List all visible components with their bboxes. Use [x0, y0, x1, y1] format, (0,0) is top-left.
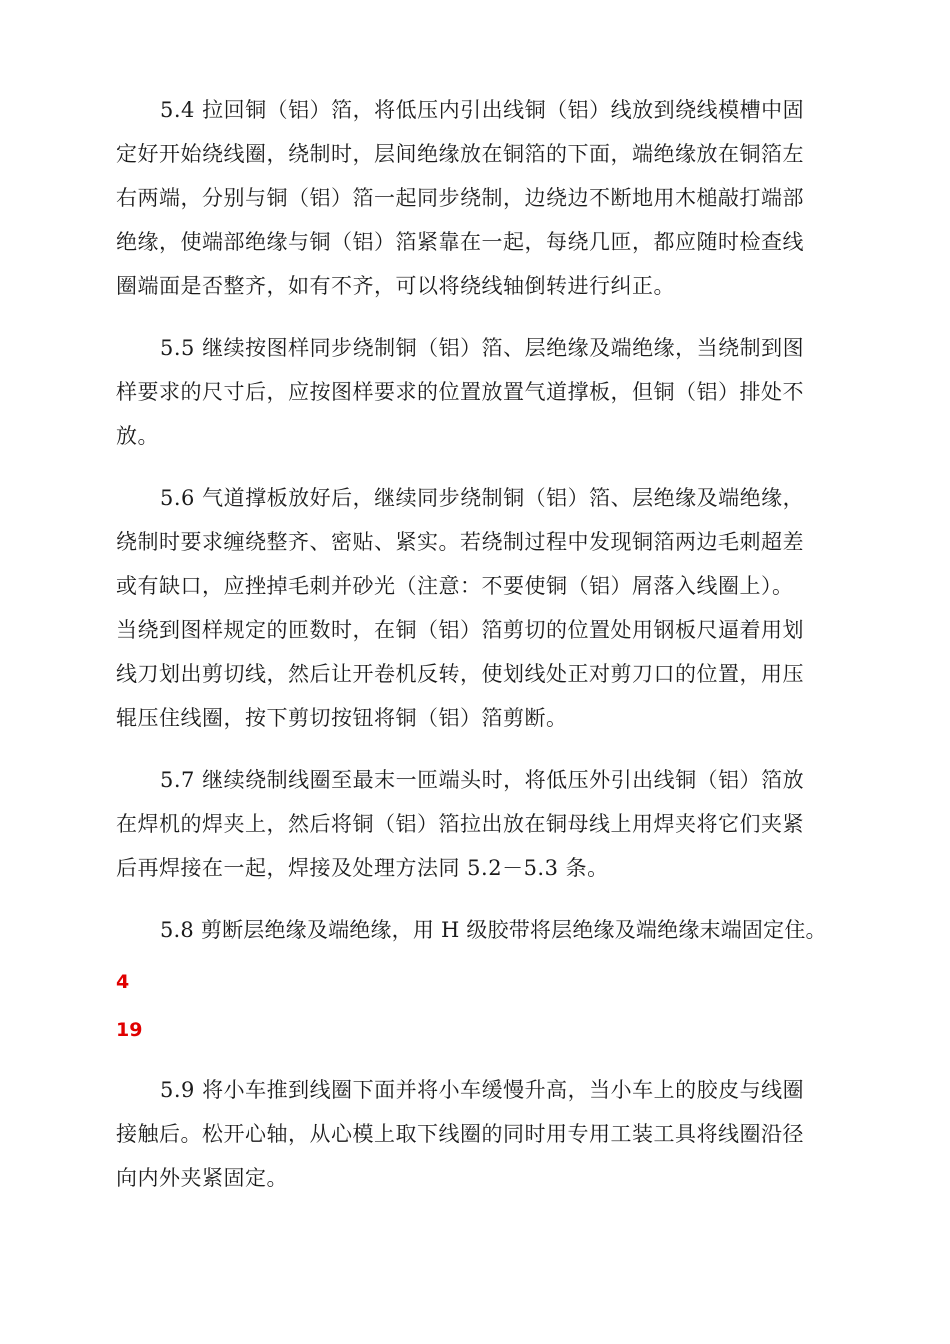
text-line: 定好开始绕线圈，绕制时，层间绝缘放在铜箔的下面，端绝缘放在铜箔左 — [116, 142, 804, 166]
text-line: 5.6 气道撑板放好后，继续同步绕制铜（铝）箔、层绝缘及端绝缘， — [160, 486, 805, 510]
text-line: 绝缘，使端部绝缘与铜（铝）箔紧靠在一起，每绕几匝，都应随时检查线 — [116, 230, 804, 254]
paragraph-5-4 — [116, 88, 850, 308]
page-marker-19: 19 — [116, 1019, 143, 1041]
text-line: 在焊机的焊夹上，然后将铜（铝）箔拉出放在铜母线上用焊夹将它们夹紧 — [116, 812, 804, 836]
text-line: 当绕到图样规定的匝数时，在铜（铝）箔剪切的位置处用钢板尺逼着用划 — [116, 618, 804, 642]
text-line: 圈端面是否整齐，如有不齐，可以将绕线轴倒转进行纠正。 — [116, 274, 675, 298]
text-line: 右两端，分别与铜（铝）箔一起同步绕制，边绕边不断地用木槌敲打端部 — [116, 186, 804, 210]
paragraph-5-6 — [116, 476, 850, 740]
paragraph-5-8 — [116, 908, 850, 952]
text-line: 5.7 继续绕制线圈至最末一匝端头时，将低压外引出线铜（铝）箔放 — [160, 768, 805, 792]
page-marker-4: 4 — [116, 971, 130, 993]
text-line: 接触后。松开心轴，从心模上取下线圈的同时用专用工装工具将线圈沿径 — [116, 1122, 804, 1146]
text-line: 放。 — [116, 424, 159, 448]
paragraph-5-5 — [116, 326, 850, 458]
text-line: 5.9 将小车推到线圈下面并将小车缓慢升高，当小车上的胶皮与线圈 — [160, 1078, 805, 1102]
text-line: 向内外夹紧固定。 — [116, 1166, 288, 1190]
paragraph-5-7 — [116, 758, 850, 890]
text-line: 绕制时要求缠绕整齐、密贴、紧实。若绕制过程中发现铜箔两边毛刺超差 — [116, 530, 804, 554]
text-line: 5.4 拉回铜（铝）箔，将低压内引出线铜（铝）线放到绕线模槽中固 — [160, 98, 805, 122]
paragraph-5-9 — [116, 1068, 850, 1200]
text-line: 辊压住线圈，按下剪切按钮将铜（铝）箔剪断。 — [116, 706, 568, 730]
text-line: 后再焊接在一起，焊接及处理方法同 5.2－5.3 条。 — [116, 856, 609, 880]
text-line: 样要求的尺寸后，应按图样要求的位置放置气道撑板，但铜（铝）排处不 — [116, 380, 804, 404]
text-line: 或有缺口，应挫掉毛刺并砂光（注意：不要使铜（铝）屑落入线圈上）。 — [116, 574, 794, 598]
text-line: 5.8 剪断层绝缘及端绝缘，用 H 级胶带将层绝缘及端绝缘末端固定住。 — [160, 918, 827, 942]
text-line: 线刀划出剪切线，然后让开卷机反转，使划线处正对剪刀口的位置，用压 — [116, 662, 804, 686]
text-line: 5.5 继续按图样同步绕制铜（铝）箔、层绝缘及端绝缘，当绕制到图 — [160, 336, 805, 360]
